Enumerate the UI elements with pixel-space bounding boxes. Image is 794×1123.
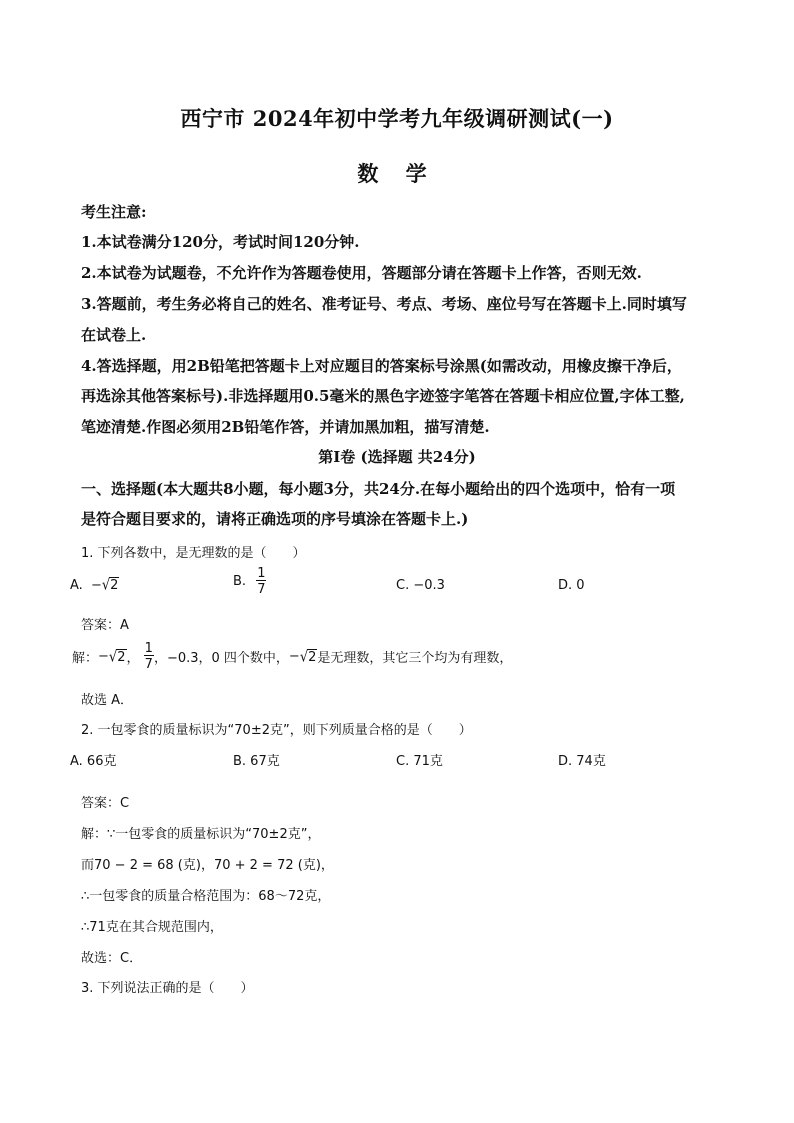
radicand: 2	[110, 578, 119, 593]
fraction-numerator: 1	[257, 566, 266, 581]
q2-option-c: C. 71克	[396, 754, 443, 769]
q2-option-d: D. 74克	[558, 754, 606, 769]
notice-item: 1.本试卷满分120分，考试时间120分钟.	[81, 233, 360, 251]
radicand: 2	[117, 649, 126, 665]
q1-option-a	[70, 577, 119, 593]
option-label: B.	[233, 574, 247, 589]
q2-solution-line: 故选：C．	[81, 951, 143, 966]
q2-option-b: B. 67克	[233, 754, 280, 769]
q2-answer: 答案：C	[81, 796, 130, 811]
q1-solution	[72, 642, 512, 671]
section-instruction: 是符合题目要求的，请将正确选项的序号填涂在答题卡上.)	[81, 510, 469, 528]
notice-item: 在试卷上.	[81, 326, 147, 344]
section-instruction: 一、选择题(本大题共8小题，每小题3分，共24分.在每小题给出的四个选项中，恰有一项	[81, 480, 676, 498]
notice-item: 笔迹清楚.作图必须用2B铅笔作答，并请加黑加粗，描写清楚.	[81, 418, 490, 436]
separator: ，	[126, 651, 140, 666]
sqrt-expression	[109, 649, 127, 665]
notice-item: 再选涂其他答案标号).非选择题用0.5毫米的黑色字迹签字笔答在答题卡相应位置,字体工整,	[81, 387, 685, 405]
q2-option-a: A. 66克	[70, 754, 117, 769]
fraction-denominator: 7	[144, 657, 153, 672]
q2-solution-line: ∴71克在其合规范围内，	[81, 920, 223, 935]
sqrt-expression	[102, 577, 120, 593]
subject-title: 数 学	[357, 161, 437, 186]
notice-item: 4.答选择题，用2B铅笔把答题卡上对应题目的答案标号涂黑(如需改动，用橡皮擦干净后，	[81, 357, 682, 375]
option-label: A.	[70, 578, 83, 593]
minus-sign: −	[98, 649, 109, 664]
question-3-stem: 3. 下列说法正确的是（ ）	[81, 981, 254, 996]
minus-sign: −	[90, 578, 102, 593]
q2-solution-line: 而70 − 2 = 68 (克)，70 + 2 = 72 (克)，	[81, 858, 334, 873]
question-1-stem: 1. 下列各数中，是无理数的是（ ）	[81, 546, 306, 561]
part-heading: 第Ⅰ卷 (选择题 共24分)	[318, 448, 476, 466]
q1-conclusion: 故选 A．	[81, 693, 134, 708]
solution-prefix: 解：	[72, 651, 99, 666]
solution-text: ，−0.3，0 四个数中，	[153, 651, 289, 666]
q1-option-b	[233, 567, 266, 596]
fraction	[144, 642, 154, 671]
q2-solution-line: 解：∵一包零食的质量标识为“70±2克”，	[81, 827, 321, 842]
question-2-stem: 2. 一包零食的质量标识为“70±2克”，则下列质量合格的是（ ）	[81, 723, 472, 738]
radical-sign: √	[101, 576, 111, 595]
radicand: 2	[308, 649, 317, 665]
minus-sign: −	[288, 649, 300, 664]
fraction-denominator: 7	[257, 582, 266, 597]
q1-answer: 答案：A	[81, 618, 129, 633]
fraction	[256, 567, 266, 596]
exam-title: 西宁市 2024年初中学考九年级调研测试(一)	[180, 106, 614, 131]
q1-option-c: C. −0.3	[396, 578, 445, 593]
radical-sign: √	[108, 648, 118, 666]
q1-option-d: D. 0	[558, 578, 585, 593]
notice-item: 2.本试卷为试题卷，不允许作为答题卷使用，答题部分请在答题卡上作答，否则无效.	[81, 264, 642, 282]
solution-text: 是无理数，其它三个均为有理数，	[317, 651, 513, 666]
q2-solution-line: ∴一包零食的质量合格范围为：68～72克，	[81, 889, 331, 904]
notice-item: 3.答题前，考生务必将自己的姓名、准考证号、考点、考场、座位号写在答题卡上.同时填写	[81, 295, 687, 313]
notice-heading: 考生注意:	[81, 203, 147, 221]
radical-sign: √	[299, 648, 309, 666]
sqrt-expression	[300, 649, 318, 665]
fraction-numerator: 1	[144, 641, 153, 656]
